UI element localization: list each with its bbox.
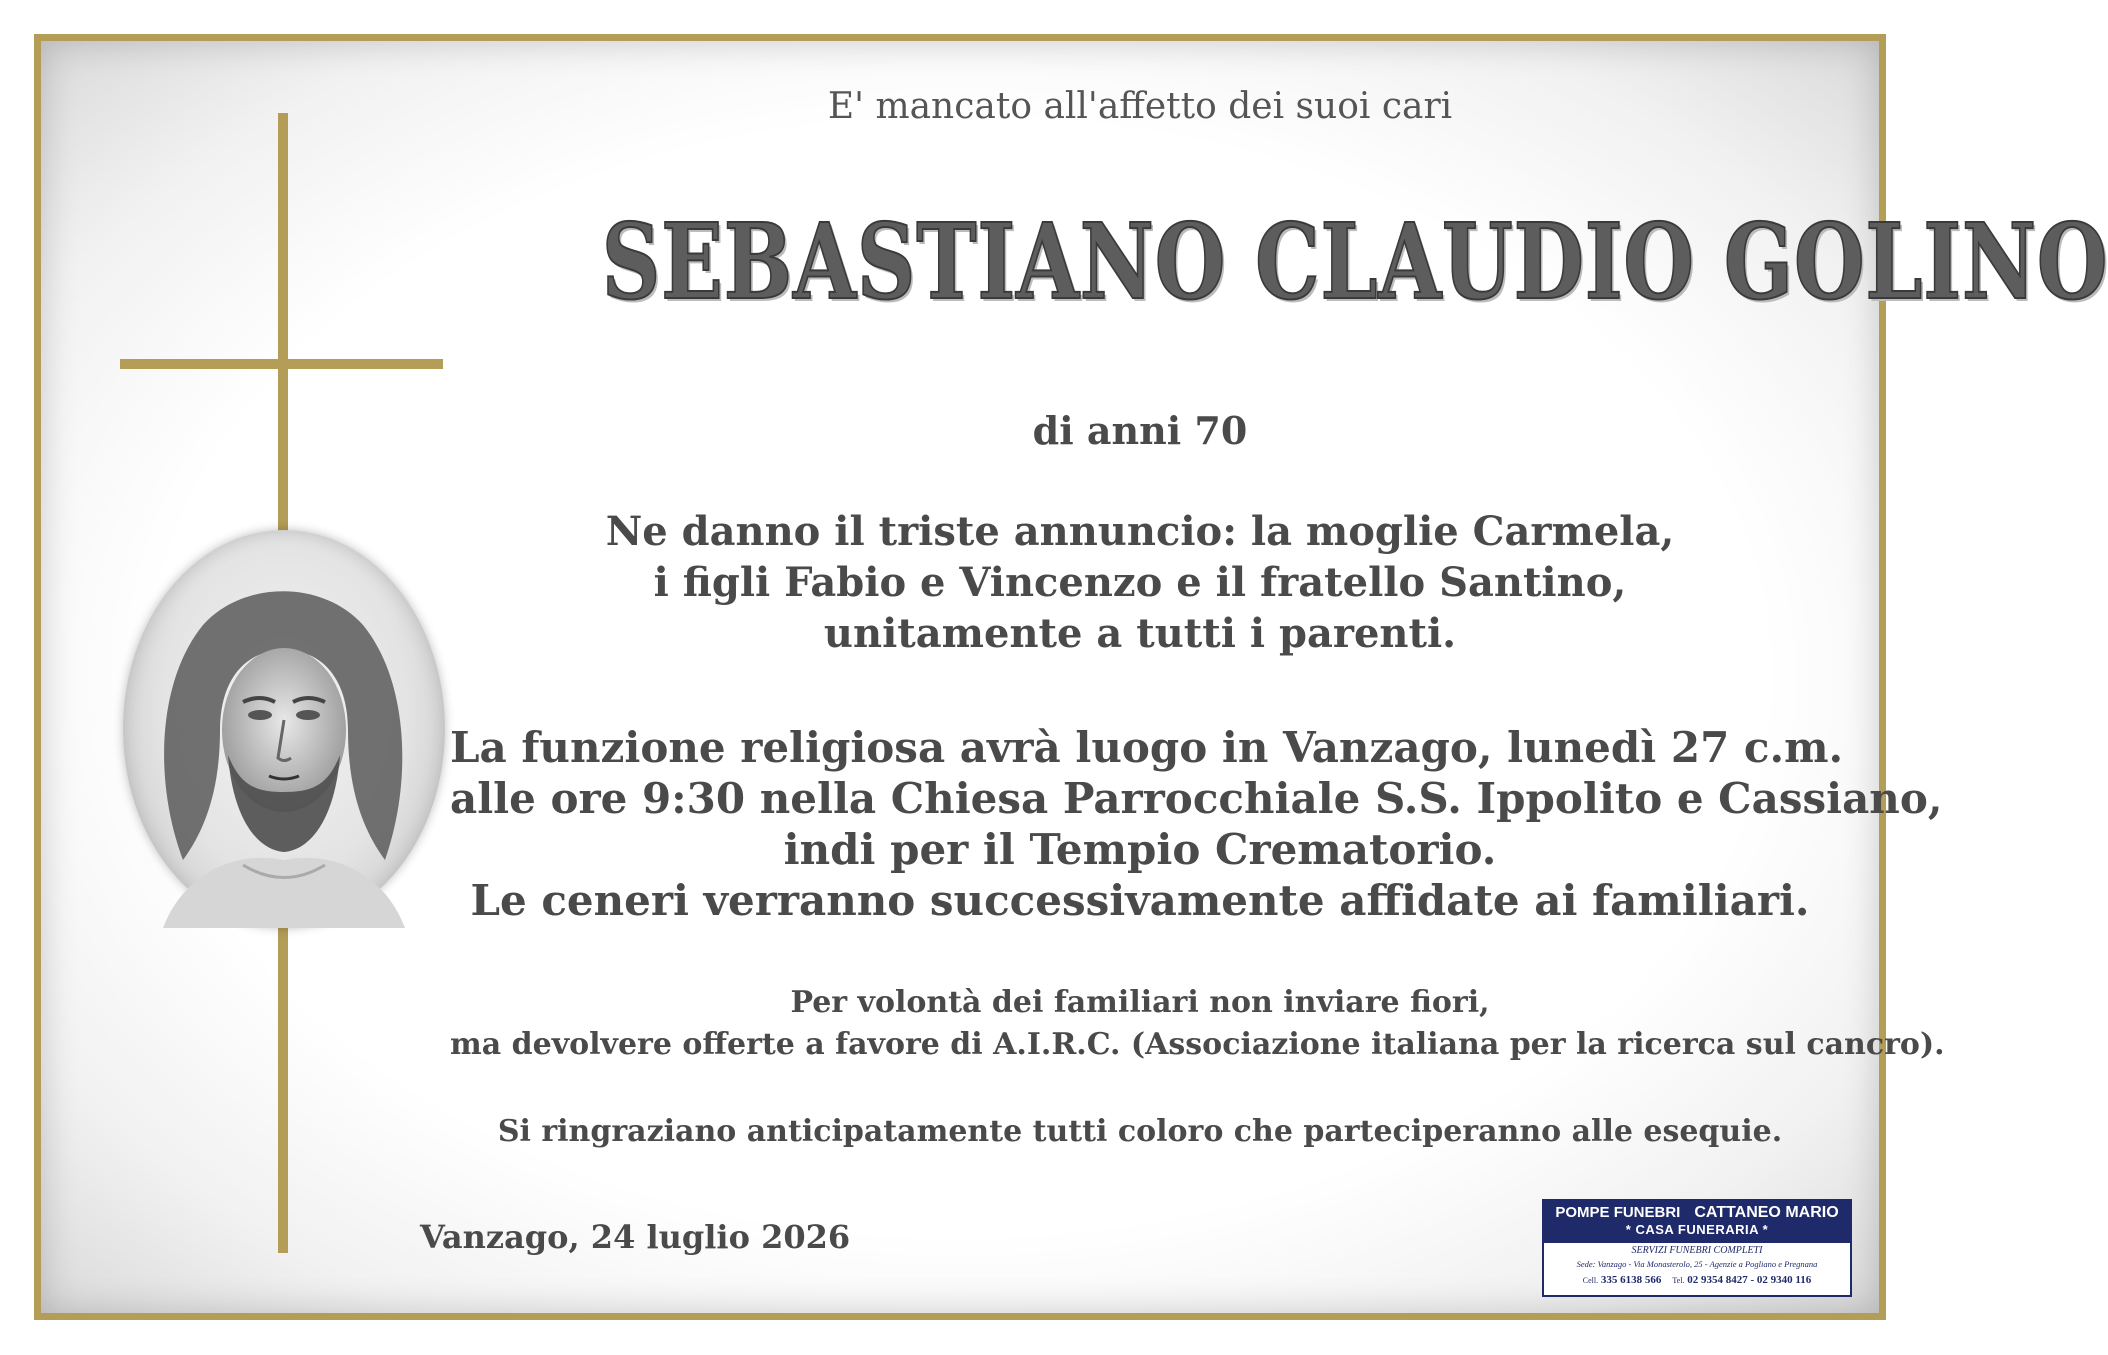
agency-phones [1544,1274,1850,1286]
ceremony-line: La funzione religiosa avrà luogo in Vanzago, lunedì 27 c.m. [450,723,1844,772]
wishes-line: Per volontà dei familiari non inviare fiori, [790,985,1490,1020]
wishes-line: ma devolvere offerte a favore di A.I.R.C. (Associazione italiana per la ricerca sul cancro). [450,1027,1945,1062]
wishes-block [450,982,1945,1066]
agency-services: SERVIZI FUNEBRI COMPLETI [1631,1245,1763,1256]
deceased-name: SEBASTIANO CLAUDIO GOLINO [601,200,2108,323]
announcement-line: unitamente a tutti i parenti. [823,610,1457,657]
funeral-agency-box [1542,1199,1852,1297]
announcement-line: i figli Fabio e Vincenzo e il fratello Santino, [653,559,1627,606]
ceremony-line: indi per il Tempio Crematorio. [783,825,1497,874]
agency-subtitle: * CASA FUNERARIA * [1625,1222,1769,1237]
cell-label: Cell. [1582,1276,1599,1285]
agency-name-line [1544,1201,1850,1222]
cell-number: 335 6138 566 [1600,1274,1662,1286]
ceremony-line: Le ceneri verranno successivamente affidate ai familiari. [470,876,1810,925]
thanks-text: Si ringraziano anticipatamente tutti coloro che parteciperanno alle esequie. [497,1114,1783,1149]
agency-label: POMPE FUNEBRI [1555,1204,1681,1221]
age-text: di anni 70 [1032,408,1248,453]
portrait-image [123,530,445,928]
place-date: Vanzago, 24 luglio 2026 [420,1218,851,1256]
devotional-portrait [123,530,445,928]
ceremony-block [450,722,1943,926]
cross-horizontal-bar [120,359,443,369]
ceremony-line: alle ore 9:30 nella Chiesa Parrocchiale S.S. Ippolito e Cassiano, [450,774,1943,823]
agency-header [1544,1201,1850,1243]
announcement-block [450,506,1830,659]
agency-brand: CATTANEO MARIO [1694,1204,1839,1221]
tel-label: Tel. [1672,1276,1685,1285]
tel-number: 02 9354 8427 - 02 9340 116 [1687,1274,1812,1286]
intro-text: E' mancato all'affetto dei suoi cari [827,86,1453,127]
agency-address: Sede: Vanzago - Via Monasterolo, 25 - Agenzie a Pogliano e Pregnana [1576,1259,1818,1269]
announcement-line: Ne danno il triste annuncio: la moglie Carmela, [605,508,1675,555]
